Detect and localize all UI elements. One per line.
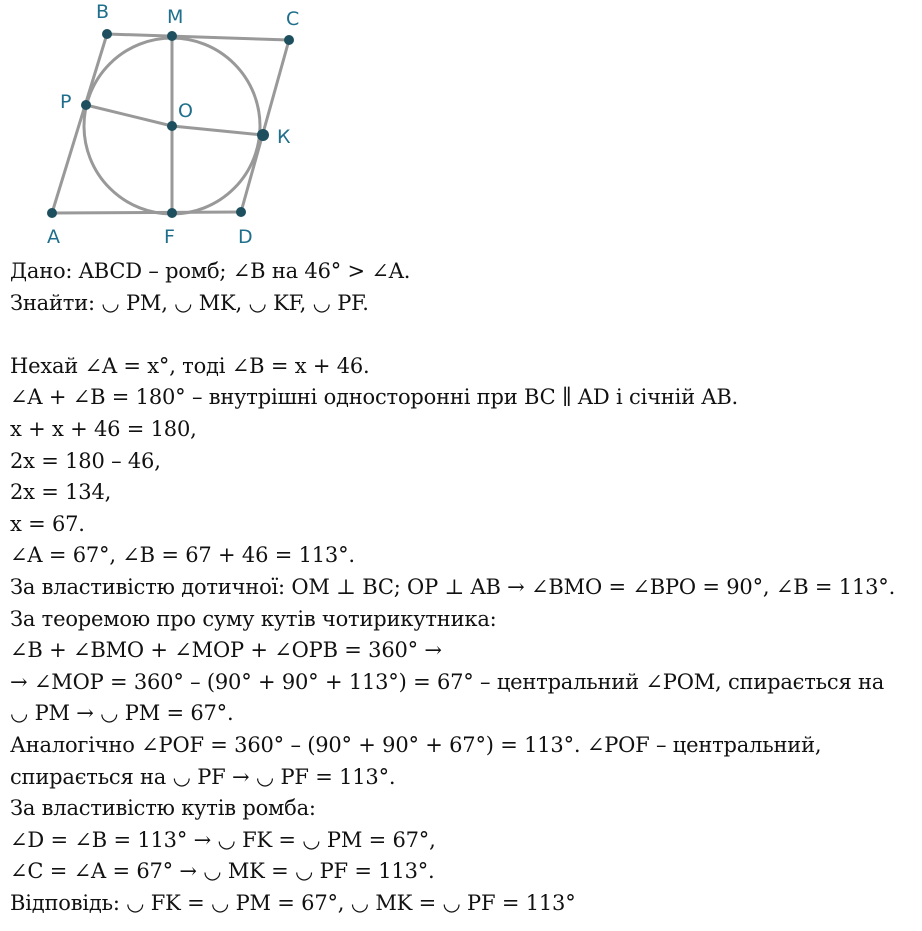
solution-line: ◡ PM → ◡ PM = 67°. — [10, 701, 234, 726]
radius-ok — [172, 126, 263, 135]
label-a: A — [47, 226, 60, 248]
solution-line: ∠C = ∠A = 67° → ◡ MK = ◡ PF = 113°. — [10, 859, 435, 884]
solution-line: спирається на ◡ PF → ◡ PF = 113°. — [10, 764, 396, 789]
solution-line: За теоремою про суму кутів чотирикутника: — [10, 606, 497, 631]
find-line: Знайти: ◡ PM, ◡ MK, ◡ KF, ◡ PF. — [10, 290, 369, 315]
label-c: C — [286, 8, 300, 30]
point-f — [167, 208, 177, 218]
rhombus-figure — [0, 0, 330, 255]
solution-line: Нехай ∠A = x°, тоді ∠B = x + 46. — [10, 353, 370, 378]
side-ad — [52, 212, 241, 213]
solution-line: → ∠MOP = 360° – (90° + 90° + 113°) = 67° – центральний ∠POM, спирається на — [10, 669, 885, 694]
solution-line: За властивістю кутів ромба: — [10, 796, 316, 821]
solution-line: 2x = 180 – 46, — [10, 448, 161, 473]
label-o: O — [178, 100, 193, 122]
solution-line: x + x + 46 = 180, — [10, 416, 197, 441]
point-b — [102, 29, 112, 39]
given-line: Дано: ABCD – ромб; ∠B на 46° > ∠A. — [10, 259, 411, 283]
rhombus-diagram — [0, 0, 330, 255]
point-o — [167, 121, 177, 131]
answer-line: Відповідь: ◡ FK = ◡ PM = 67°, ◡ MK = ◡ PF = 113° — [10, 890, 576, 915]
solution-line: ∠A = 67°, ∠B = 67 + 46 = 113°. — [10, 543, 355, 568]
label-k: К — [277, 126, 291, 148]
solution-line: ∠B + ∠BMO + ∠MOP + ∠OPB = 360° → — [10, 638, 442, 663]
side-bc — [107, 34, 289, 40]
solution-line: За властивістю дотичної: OM ⊥ BC; OP ⊥ AB → ∠BMO = ∠BPO = 90°, ∠B = 113°. — [10, 574, 896, 599]
label-f: F — [164, 226, 175, 248]
label-b: B — [96, 1, 110, 23]
solution-line: Аналогічно ∠POF = 360° – (90° + 90° + 67°) = 113°. ∠POF – центральний, — [10, 732, 822, 757]
solution-line: x = 67. — [10, 511, 85, 536]
solution-line: 2x = 134, — [10, 480, 112, 505]
solution-line: ∠A + ∠B = 180° – внутрішні односторонні при BC ∥ AD і січній AB. — [10, 385, 739, 410]
side-ab — [52, 34, 107, 213]
point-k — [257, 129, 269, 141]
point-d — [236, 207, 246, 217]
radius-op — [86, 105, 172, 126]
point-c — [284, 35, 294, 45]
label-p: P — [60, 91, 72, 113]
solution-line: ∠D = ∠B = 113° → ◡ FK = ◡ PM = 67°, — [10, 827, 436, 852]
blank-line — [10, 319, 915, 351]
point-a — [47, 208, 57, 218]
point-m — [167, 31, 177, 41]
label-d: D — [238, 226, 253, 248]
label-m: M — [167, 6, 184, 28]
point-p — [81, 100, 91, 110]
solution-text — [10, 256, 915, 919]
